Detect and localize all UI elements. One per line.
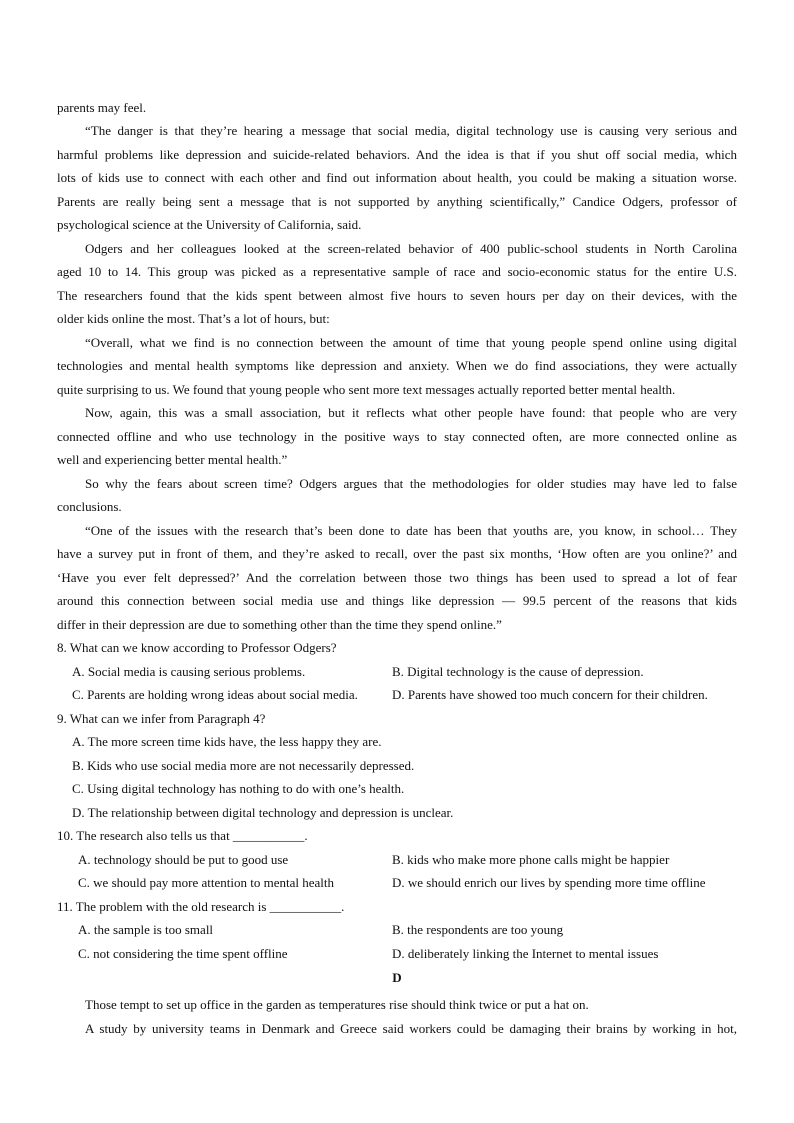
passage-line: differ in their depression are due to something other than the time they spend online.” (57, 617, 502, 632)
question-stem: 10. The research also tells us that ___________. (57, 828, 308, 843)
answer-option: D. deliberately linking the Internet to mental issues (392, 946, 659, 961)
answer-option: A. The more screen time kids have, the less happy they are. (72, 734, 382, 749)
passage-line: Those tempt to set up office in the garden as temperatures rise should think twice or put a hat on. (85, 997, 589, 1012)
answer-option: C. Parents are holding wrong ideas about social media. (72, 687, 358, 702)
passage-line: psychological science at the University of California, said. (57, 217, 362, 232)
passage-line: harmful problems like depression and suicide-related behaviors. And the idea is that if you shut off social media, which (57, 147, 737, 162)
question-stem: 9. What can we infer from Paragraph 4? (57, 711, 266, 726)
passage-line: Now, again, this was a small association, but it reflects what other people have found: that people who are very (85, 405, 737, 420)
passage-line: ‘Have you ever felt depressed?’ And the correlation between those two things has been used to spread a lot of fear (57, 570, 737, 585)
answer-option: D. we should enrich our lives by spending more time offline (392, 875, 706, 890)
section-heading: D (392, 970, 402, 985)
passage-line: Odgers and her colleagues looked at the screen-related behavior of 400 public-school students in North Carolina (85, 241, 737, 256)
answer-option: D. The relationship between digital technology and depression is unclear. (72, 805, 454, 820)
passage-line: technologies and mental health symptoms like depression and anxiety. When we do find associations, they were actually (57, 358, 737, 373)
question-stem: 11. The problem with the old research is ___________. (57, 899, 345, 914)
passage-line: The researchers found that the kids spent between almost five hours to seven hours per day on their devices, with the (57, 288, 737, 303)
passage-line: quite surprising to us. We found that young people who sent more text messages actually reported better mental health. (57, 382, 676, 397)
answer-option: B. Kids who use social media more are not necessarily depressed. (72, 758, 415, 773)
answer-option: B. the respondents are too young (392, 922, 564, 937)
answer-option: B. kids who make more phone calls might be happier (392, 852, 670, 867)
passage-line: “Overall, what we find is no connection between the amount of time that young people spend online using digital (85, 335, 737, 350)
passage-line: So why the fears about screen time? Odgers argues that the methodologies for older studies may have led to false (85, 476, 737, 491)
passage-line: Parents are really being sent a message that is not supported by anything scientifically,” Candice Odgers, professor of (57, 194, 737, 209)
passage-line: “One of the issues with the research that’s been done to date has been that youths are, you know, in school… They (85, 523, 737, 538)
answer-option: A. the sample is too small (78, 922, 214, 937)
passage-line: have a survey put in front of them, and they’re asked to recall, over the past six months, ‘How often are you online?’ and (57, 546, 737, 561)
passage-line: well and experiencing better mental health.” (57, 452, 288, 467)
passage-line: around this connection between social media use and things like depression — 99.5 percent of the reasons that kids (57, 593, 737, 608)
question-stem: 8. What can we know according to Professor Odgers? (57, 640, 337, 655)
passage-line: connected offline and who use technology in the positive ways to stay connected often, are more connected online as (57, 429, 737, 444)
passage-line: aged 10 to 14. This group was picked as a representative sample of race and socio-economic status for the entire U.S. (57, 264, 737, 279)
passage-line: lots of kids use to connect with each other and find out information about health, you could be making a situation worse. (57, 170, 737, 185)
passage-line: parents may feel. (57, 100, 147, 115)
answer-option: B. Digital technology is the cause of depression. (392, 664, 644, 679)
answer-option: A. technology should be put to good use (78, 852, 289, 867)
answer-option: C. we should pay more attention to mental health (78, 875, 334, 890)
answer-option: A. Social media is causing serious problems. (72, 664, 306, 679)
passage-line: A study by university teams in Denmark and Greece said workers could be damaging their brains by working in hot, (85, 1021, 737, 1036)
passage-line: “The danger is that they’re hearing a message that social media, digital technology use is causing very serious and (85, 123, 737, 138)
passage-line: older kids online the most. That’s a lot of hours, but: (57, 311, 330, 326)
passage-line: conclusions. (57, 499, 122, 514)
answer-option: C. not considering the time spent offline (78, 946, 288, 961)
answer-option: C. Using digital technology has nothing to do with one’s health. (72, 781, 405, 796)
answer-option: D. Parents have showed too much concern for their children. (392, 687, 708, 702)
